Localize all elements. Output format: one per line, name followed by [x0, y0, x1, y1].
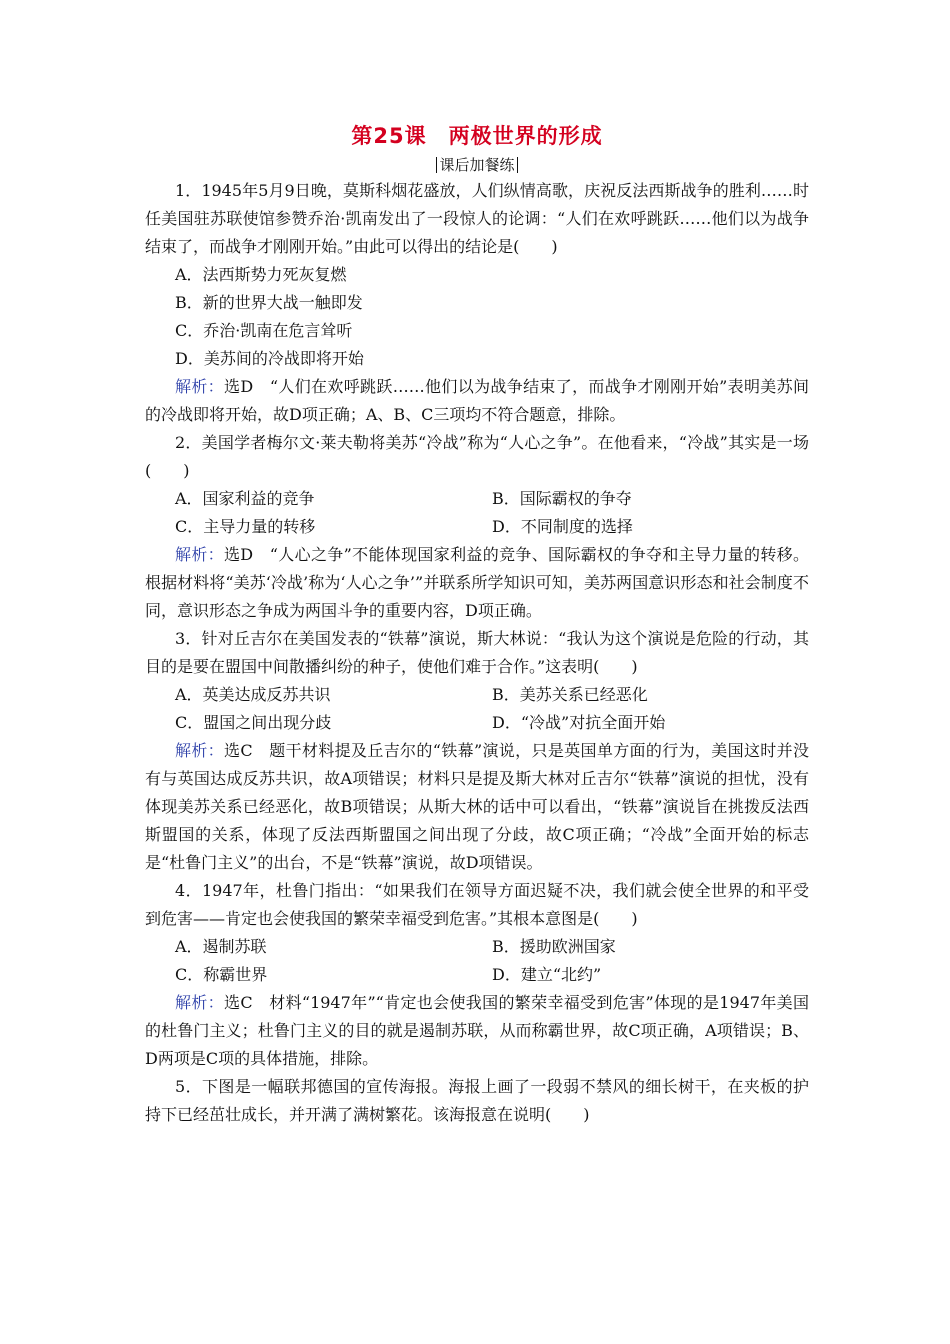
question-1-option-b: B．新的世界大战一触即发 — [175, 293, 363, 312]
analysis-label: 解析： — [175, 741, 225, 760]
analysis-label: 解析： — [175, 545, 224, 564]
document-page — [145, 120, 809, 1129]
analysis-text: 选C 题干材料提及丘吉尔的“铁幕”演说，只是英国单方面的行为，美国这时并没有与英国达成反苏共识，故A项错误；材料只是提及斯大林对丘吉尔“铁幕”演说的担忧，没有体现美苏关系已经恶化，故B项错误；从斯大林的话中可以看出，“铁幕”演说旨在挑拨反法西斯盟国的关系，体现了反法西斯盟国之间出现了分歧，故C项正确；“冷战”全面开始的标志是“杜鲁门主义”的出台，不是“铁幕”演说，故D项错误。 — [145, 741, 809, 872]
page-title — [145, 120, 809, 150]
question-4-options-row-2 — [145, 961, 809, 989]
lesson-number: 第25课 — [351, 124, 427, 148]
question-2-options-row-1 — [145, 485, 809, 513]
analysis-label: 解析： — [175, 377, 225, 396]
analysis-label: 解析： — [175, 993, 224, 1012]
question-4-analysis — [145, 989, 809, 1073]
question-1-option-c: C．乔治·凯南在危言耸听 — [175, 321, 353, 340]
question-2-options-row-2 — [145, 513, 809, 541]
question-1-option-d: D．美苏间的冷战即将开始 — [175, 349, 364, 368]
question-3-stem: 3．针对丘吉尔在美国发表的“铁幕”演说，斯大林说：“我认为这个演说是危险的行动，其目的是要在盟国中间散播纠纷的种子，使他们难于合作。”这表明( ) — [145, 629, 809, 676]
subtitle-text: 课后加餐练 — [439, 156, 515, 174]
question-2-stem: 2．美国学者梅尔文·莱夫勒将美苏“冷战”称为“人心之争”。在他看来，“冷战”其实是一场( ) — [145, 433, 809, 480]
question-1-option-a: A．法西斯势力死灰复燃 — [175, 265, 347, 284]
analysis-text: 选C 材料“1947年”“肯定也会使我国的繁荣幸福受到危害”体现的是1947年美国的杜鲁门主义；杜鲁门主义的目的就是遏制苏联，从而称霸世界，故C项正确，A项错误；B、D两项是C项的具体措施，排除。 — [145, 993, 809, 1068]
question-3-analysis — [145, 737, 809, 877]
subtitle-left-bar — [436, 157, 437, 173]
question-2-option-d: D．不同制度的选择 — [492, 517, 633, 536]
question-3-options-row-1 — [145, 681, 809, 709]
question-1-stem: 1．1945年5月9日晚，莫斯科烟花盛放，人们纵情高歌，庆祝反法西斯战争的胜利……时任美国驻苏联使馆参赞乔治·凯南发出了一段惊人的论调：“人们在欢呼跳跃……他们以为战争结束了，而战争才刚刚开始。”由此可以得出的结论是( ) — [145, 181, 809, 256]
question-1-analysis — [145, 373, 809, 429]
question-3-option-b: B．美苏关系已经恶化 — [492, 685, 648, 704]
question-3-option-a: A．英美达成反苏共识 — [175, 685, 331, 704]
question-4-stem: 4．1947年，杜鲁门指出：“如果我们在领导方面迟疑不决，我们就会使全世界的和平受到危害——肯定也会使我国的繁荣幸福受到危害。”其根本意图是( ) — [145, 881, 809, 928]
question-4-options-row-1 — [145, 933, 809, 961]
question-4-option-c: C．称霸世界 — [175, 965, 268, 984]
question-2-option-c: C．主导力量的转移 — [175, 517, 316, 536]
question-5-stem: 5．下图是一幅联邦德国的宣传海报。海报上画了一段弱不禁风的细长树干，在夹板的护持下已经茁壮成长，并开满了满树繁花。该海报意在说明( ) — [145, 1077, 809, 1124]
question-4-option-a: A．遏制苏联 — [175, 937, 267, 956]
subtitle-right-bar — [517, 157, 518, 173]
question-3-option-c: C．盟国之间出现分歧 — [175, 713, 332, 732]
question-4-option-d: D．建立“北约” — [492, 965, 602, 984]
question-4-option-b: B．援助欧洲国家 — [492, 937, 616, 956]
question-2-analysis — [145, 541, 809, 625]
lesson-title: 两极世界的形成 — [448, 124, 603, 148]
section-subtitle — [145, 154, 809, 175]
question-3-options-row-2 — [145, 709, 809, 737]
question-3-option-d: D．“冷战”对抗全面开始 — [492, 713, 666, 732]
question-2-option-b: B．国际霸权的争夺 — [492, 489, 632, 508]
analysis-text: 选D “人心之争”不能体现国家利益的竞争、国际霸权的争夺和主导力量的转移。根据材料将“美苏‘冷战’称为‘人心之争’”并联系所学知识可知，美苏两国意识形态和社会制度不同，意识形态之争成为两国斗争的重要内容，D项正确。 — [145, 545, 809, 620]
question-2-option-a: A．国家利益的竞争 — [175, 489, 315, 508]
analysis-text: 选D “人们在欢呼跳跃……他们以为战争结束了，而战争才刚刚开始”表明美苏间的冷战即将开始，故D项正确；A、B、C三项均不符合题意，排除。 — [145, 377, 809, 424]
